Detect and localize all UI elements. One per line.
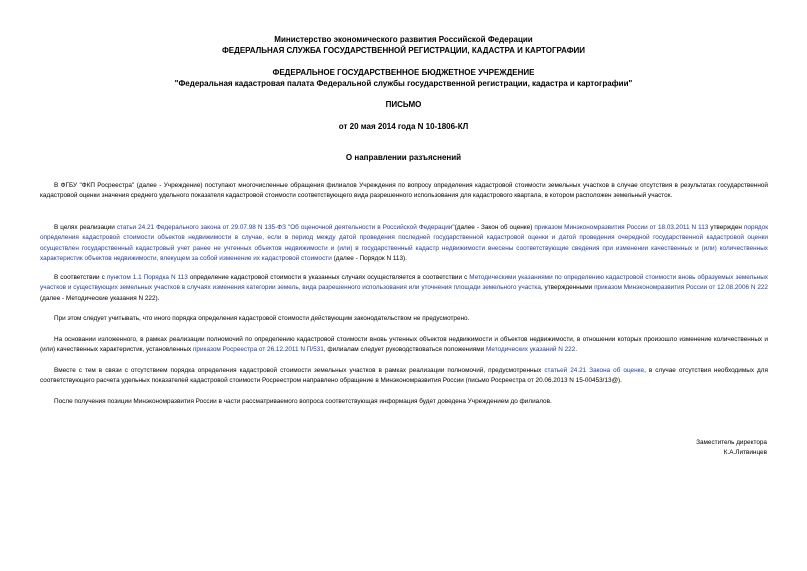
institution-name: ФЕДЕРАЛЬНОЕ ГОСУДАРСТВЕННОЕ БЮДЖЕТНОЕ УЧРЕЖДЕНИЕ [272,68,535,77]
order-222-link[interactable]: приказом Минэкономразвития России от 12.08.2006 N 222 [594,284,768,292]
document-type: ПИСЬМО [385,100,422,109]
signatory-name: К.А.Литвинцев [723,449,767,456]
paragraph-6 [40,366,768,387]
law-135-fz-link[interactable]: статьи 24.21 Федерального закона от 29.07.98 N 135-ФЗ "Об оценочной деятельности в Российской Федерации" [116,224,455,231]
paragraph-3-text: определение кадастровой стоимости в указанных случаях осуществляется в соответствии с [187,274,470,281]
paragraph-3-text: , утвержденными [540,284,595,292]
clause-1-1-link[interactable]: пунктом 1.1 Порядка N 113 [106,274,188,281]
methodical-guidelines-link[interactable]: Методическими указаниями по определению кадастровой стоимости вновь образуемых земельных участков и существующих земельных участков в случаях изменения категории земель, вида разрешенного использования или уточнения площади земельного участка [40,274,768,292]
service-name: ФЕДЕРАЛЬНАЯ СЛУЖБА ГОСУДАРСТВЕННОЙ РЕГИСТРАЦИИ, КАДАСТРА И КАРТОГРАФИИ [221,46,586,55]
paragraph-2-text: (далее - Порядок N 113). [331,254,407,262]
guidelines-222-link[interactable]: Методических указаний N 222 [485,346,576,354]
institution-full-name: "Федеральная кадастровая палата Федеральной службы государственной регистрации, кадастра и картографии" [174,79,633,88]
paragraph-6-text: , в случае отсутствия необходимых для соответствующего расчета удельных показателей кадастровой стоимости Росреестром направлено обращение в Минэкономразвития России (письмо Росреестра от 20.06.2013 N 15-00453/13@). [40,367,768,385]
paragraph-7: После получения позиции Минэкономразвития России в части рассматриваемого вопроса соответствующая информация будет доведена Учреждением до филиалов. [54,398,552,405]
paragraph-4: При этом следует учитывать, что иного порядка определения кадастровой стоимости действующим законодательством не предусмотрено. [54,315,470,322]
signatory-position: Заместитель директора [696,439,767,446]
document-subject: О направлении разъяснений [345,153,462,162]
paragraph-2 [40,223,768,264]
paragraph-2-text: В целях реализации [54,224,117,231]
paragraph-5 [40,335,768,356]
paragraph-3 [40,273,768,304]
paragraph-1: В ФГБУ "ФКП Росреестра" (далее - Учреждение) поступают многочисленные обращения филиалов Учреждения по вопросу определения кадастровой стоимости земельных участков в случае отсутствия в результатах государственной кадастровой оценки значения среднего удельного показателя кадастровой стоимости соответствующего вида разрешенного использования для кадастрового квартала, в котором расположен земельный участок. [40,182,768,200]
document-date-number: от 20 мая 2014 года N 10-1806-КЛ [338,122,469,131]
ministry-name: Министерство экономического развития Российской Федерации [274,35,533,44]
paragraph-5-text: На основании изложенного, в рамках реализации полномочий по определению кадастровой стоимости вновь учтенных объектов недвижимости и объектов недвижимости, в отношении которых произошло изменение количественных и (или) качественных характеристик, установленных [40,336,768,354]
procedure-link[interactable]: порядок определения кадастровой стоимости объектов недвижимости в случае, если в период между датой проведения последней государственной кадастровой оценки и датой проведения очередной государственной кадастровой оценки осуществлен государственный кадастровый учет ранее не учтенных объектов недвижимости и (или) в государственный кадастр недвижимости внесены соответствующие сведения при изменении качественных и (или) количественных характеристик объектов недвижимости, влекущем за собой изменение их кадастровой стоимости [40,224,768,262]
paragraph-3-text: В соответствии с [54,274,107,281]
paragraph-5-text: . [575,346,578,354]
article-24-21-link[interactable]: статьей 24.21 Закона об оценке [544,367,645,374]
paragraph-6-text: Вместе с тем в связи с отсутствием порядка определения кадастровой стоимости земельных участков в рамках реализации полномочий, предусмотренных [54,367,545,374]
paragraph-5-text: , филиалам следует руководствоваться положениями [323,346,486,354]
order-p531-link[interactable]: приказом Росреестра от 26.12.2011 N П/531 [192,346,324,354]
order-113-link[interactable]: приказом Минэкономразвития России от 18.03.2011 N 113 [534,224,709,231]
paragraph-2-text: (далее - Закон об оценке) [454,224,535,231]
paragraph-3-text: (далее - Методические указания N 222). [40,294,160,302]
paragraph-2-text: утвержден [708,224,744,231]
